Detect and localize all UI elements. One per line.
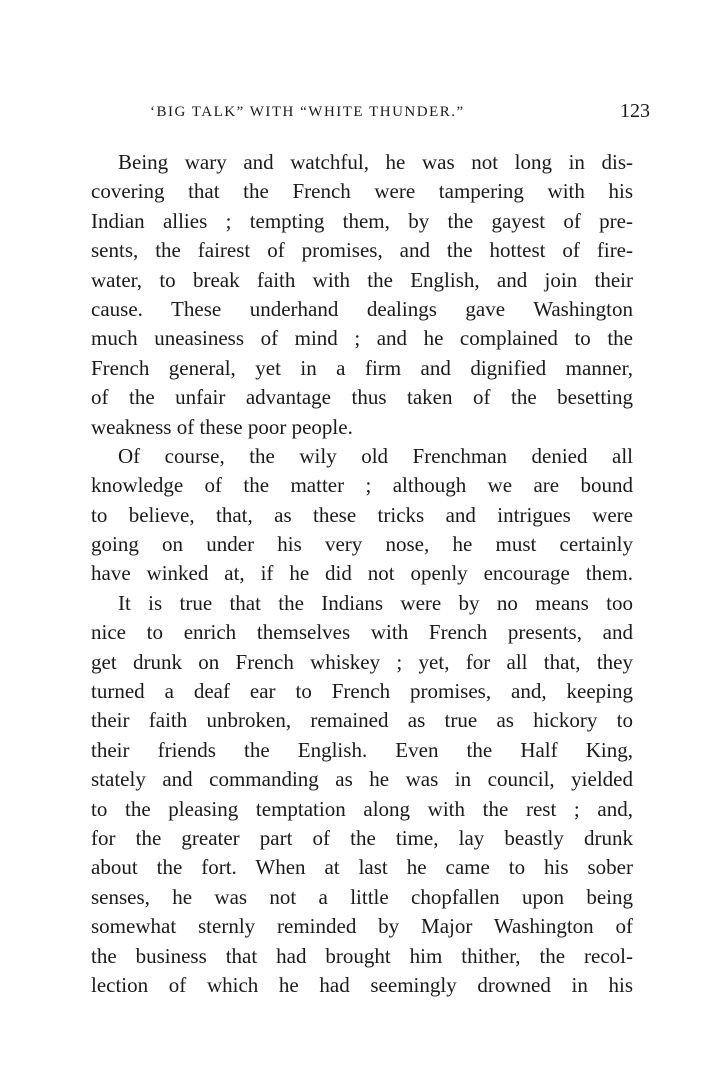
text-line: their faith unbroken, remained as true as hickory to — [91, 708, 633, 733]
text-line: have winked at, if he did not openly encourage them. — [91, 561, 633, 586]
text-line: to the pleasing temptation along with the rest ; and, — [91, 796, 633, 821]
text-line: turned a deaf ear to French promises, and, keeping — [91, 679, 633, 704]
text-line: of the unfair advantage thus taken of the besetting — [91, 385, 633, 410]
text-line: weakness of these poor people. — [91, 414, 353, 439]
text-line: the business that had brought him thither, the recol- — [91, 943, 633, 968]
text-line: lection of which he had seemingly drowned in his — [91, 972, 633, 997]
text-line: much uneasiness of mind ; and he complained to the — [91, 326, 633, 351]
page-number: 123 — [620, 100, 650, 122]
text-line: for the greater part of the time, lay beastly drunk — [91, 825, 633, 850]
text-line: to believe, that, as these tricks and intrigues were — [91, 502, 633, 527]
text-line: water, to break faith with the English, and join their — [91, 267, 633, 292]
text-line: senses, he was not a little chopfallen upon being — [91, 884, 633, 909]
running-title: ‘BIG TALK” WITH “WHITE THUNDER.” — [150, 104, 465, 120]
text-line: sents, the fairest of promises, and the hottest of fire- — [91, 238, 633, 263]
running-head — [90, 100, 650, 130]
text-line: cause. These underhand dealings gave Washington — [91, 296, 633, 321]
text-line: Being wary and watchful, he was not long in dis- — [118, 150, 633, 174]
text-line: going on under his very nose, he must certainly — [91, 532, 633, 557]
text-line: nice to enrich themselves with French presents, and — [91, 620, 633, 645]
text-line: covering that the French were tampering with his — [91, 179, 633, 204]
text-line: about the fort. When at last he came to his sober — [91, 855, 633, 880]
body-text — [91, 148, 633, 1000]
text-line: stately and commanding as he was in council, yielded — [91, 767, 633, 792]
text-line: get drunk on French whiskey ; yet, for all that, they — [91, 649, 633, 674]
text-line: Indian allies ; tempting them, by the gayest of pre- — [91, 208, 633, 233]
text-line: knowledge of the matter ; although we are bound — [91, 473, 633, 498]
text-line: somewhat sternly reminded by Major Washington of — [91, 914, 633, 939]
text-line: their friends the English. Even the Half King, — [91, 737, 633, 762]
text-line: Of course, the wily old Frenchman denied all — [118, 443, 633, 468]
text-line: French general, yet in a firm and dignified manner, — [91, 355, 633, 380]
text-line: It is true that the Indians were by no means too — [118, 590, 633, 615]
